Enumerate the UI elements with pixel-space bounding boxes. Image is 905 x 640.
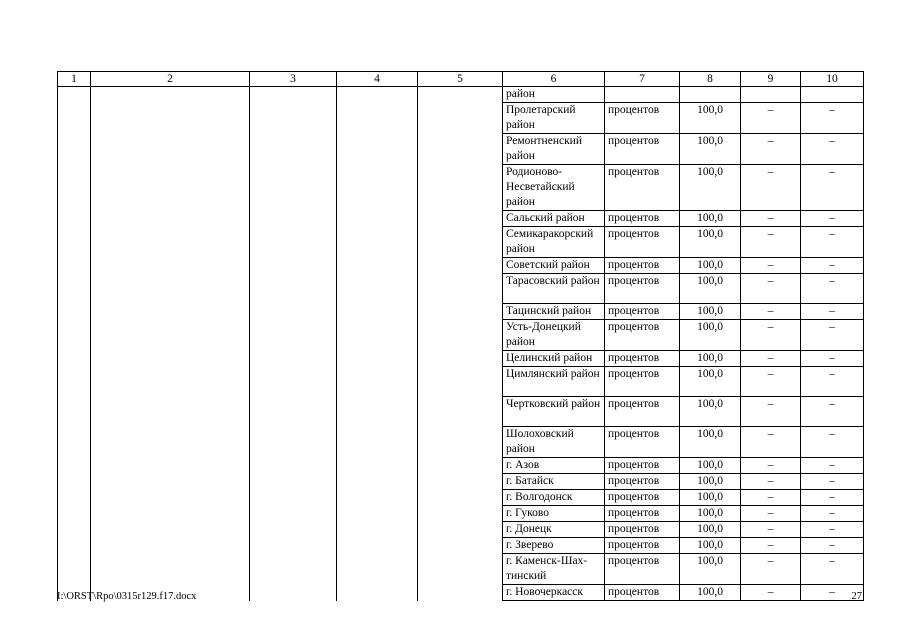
unit-cell: процентов bbox=[605, 304, 680, 320]
value-cell: 100,0 bbox=[680, 134, 741, 165]
value-cell: 100,0 bbox=[680, 585, 741, 601]
empty-cell bbox=[58, 397, 91, 427]
dash-cell: – bbox=[741, 320, 801, 351]
empty-cell bbox=[418, 274, 503, 304]
territory-cell: Сальский район bbox=[503, 211, 605, 227]
empty-cell bbox=[418, 427, 503, 458]
dash-cell: – bbox=[741, 211, 801, 227]
dash-cell: – bbox=[741, 585, 801, 601]
empty-cell bbox=[418, 367, 503, 397]
unit-cell: процентов bbox=[605, 103, 680, 134]
empty-cell bbox=[250, 227, 337, 258]
value-cell: 100,0 bbox=[680, 211, 741, 227]
empty-cell bbox=[91, 506, 250, 522]
column-header: 1 bbox=[58, 72, 91, 87]
table-row bbox=[58, 367, 864, 397]
value-cell: 100,0 bbox=[680, 506, 741, 522]
value-cell: 100,0 bbox=[680, 103, 741, 134]
unit-cell: процентов bbox=[605, 397, 680, 427]
column-number-row bbox=[58, 72, 864, 87]
empty-cell bbox=[250, 506, 337, 522]
dash-cell: – bbox=[801, 554, 864, 585]
table-row bbox=[58, 320, 864, 351]
empty-cell bbox=[250, 522, 337, 538]
empty-cell bbox=[250, 87, 337, 103]
dash-cell: – bbox=[801, 427, 864, 458]
territory-cell: Чертковский район bbox=[503, 397, 605, 427]
empty-cell bbox=[91, 258, 250, 274]
empty-cell bbox=[418, 134, 503, 165]
empty-cell bbox=[250, 397, 337, 427]
empty-cell bbox=[58, 211, 91, 227]
dash-cell: – bbox=[801, 320, 864, 351]
empty-cell bbox=[250, 165, 337, 211]
dash-cell: – bbox=[801, 585, 864, 601]
empty-cell bbox=[418, 304, 503, 320]
empty-cell bbox=[418, 351, 503, 367]
dash-cell: – bbox=[741, 134, 801, 165]
empty-cell bbox=[250, 554, 337, 585]
value-cell: 100,0 bbox=[680, 304, 741, 320]
unit-cell: процентов bbox=[605, 211, 680, 227]
value-cell: 100,0 bbox=[680, 458, 741, 474]
table-row bbox=[58, 274, 864, 304]
empty-cell bbox=[58, 458, 91, 474]
dash-cell: – bbox=[741, 554, 801, 585]
empty-cell bbox=[91, 397, 250, 427]
value-cell: 100,0 bbox=[680, 165, 741, 211]
table-row bbox=[58, 538, 864, 554]
empty-cell bbox=[91, 554, 250, 585]
empty-cell bbox=[418, 87, 503, 103]
territory-cell: Тацинский район bbox=[503, 304, 605, 320]
value-cell: 100,0 bbox=[680, 538, 741, 554]
empty-cell bbox=[250, 427, 337, 458]
empty-cell bbox=[418, 211, 503, 227]
empty-cell bbox=[91, 211, 250, 227]
dash-cell: – bbox=[741, 522, 801, 538]
empty-cell bbox=[58, 320, 91, 351]
dash-cell: – bbox=[801, 538, 864, 554]
empty-cell bbox=[250, 211, 337, 227]
empty-cell bbox=[91, 427, 250, 458]
dash-cell: – bbox=[801, 165, 864, 211]
empty-cell bbox=[91, 134, 250, 165]
footer-page-number: 27 bbox=[851, 591, 862, 602]
empty-cell bbox=[91, 474, 250, 490]
unit-cell: процентов bbox=[605, 227, 680, 258]
empty-cell bbox=[250, 103, 337, 134]
empty-cell bbox=[418, 227, 503, 258]
table-row bbox=[58, 458, 864, 474]
table-row bbox=[58, 211, 864, 227]
empty-cell bbox=[91, 538, 250, 554]
table-row bbox=[58, 522, 864, 538]
territory-cell: г. Зверево bbox=[503, 538, 605, 554]
table-row bbox=[58, 134, 864, 165]
dash-cell bbox=[801, 87, 864, 103]
empty-cell bbox=[91, 320, 250, 351]
empty-cell bbox=[337, 427, 418, 458]
dash-cell: – bbox=[801, 258, 864, 274]
empty-cell bbox=[91, 103, 250, 134]
empty-cell bbox=[250, 134, 337, 165]
dash-cell: – bbox=[801, 367, 864, 397]
dash-cell: – bbox=[741, 397, 801, 427]
column-header: 4 bbox=[337, 72, 418, 87]
dash-cell: – bbox=[801, 351, 864, 367]
dash-cell: – bbox=[741, 165, 801, 211]
empty-cell bbox=[58, 522, 91, 538]
empty-cell bbox=[337, 258, 418, 274]
empty-cell bbox=[58, 427, 91, 458]
column-header: 10 bbox=[801, 72, 864, 87]
value-cell: 100,0 bbox=[680, 227, 741, 258]
empty-cell bbox=[58, 165, 91, 211]
territory-cell: Пролетарский район bbox=[503, 103, 605, 134]
unit-cell: процентов bbox=[605, 474, 680, 490]
empty-cell bbox=[250, 274, 337, 304]
dash-cell: – bbox=[741, 304, 801, 320]
unit-cell: процентов bbox=[605, 274, 680, 304]
empty-cell bbox=[418, 320, 503, 351]
empty-cell bbox=[337, 397, 418, 427]
dash-cell: – bbox=[801, 304, 864, 320]
empty-cell bbox=[418, 585, 503, 601]
empty-cell bbox=[250, 538, 337, 554]
dash-cell: – bbox=[741, 227, 801, 258]
table-row bbox=[58, 397, 864, 427]
empty-cell bbox=[58, 258, 91, 274]
empty-cell bbox=[337, 351, 418, 367]
unit-cell: процентов bbox=[605, 538, 680, 554]
empty-cell bbox=[337, 474, 418, 490]
empty-cell bbox=[250, 351, 337, 367]
empty-cell bbox=[337, 134, 418, 165]
territory-cell: Тарасовский район bbox=[503, 274, 605, 304]
value-cell: 100,0 bbox=[680, 474, 741, 490]
empty-cell bbox=[58, 134, 91, 165]
empty-cell bbox=[91, 351, 250, 367]
empty-cell bbox=[58, 474, 91, 490]
value-cell: 100,0 bbox=[680, 367, 741, 397]
empty-cell bbox=[58, 506, 91, 522]
territory-cell: Цимлянский район bbox=[503, 367, 605, 397]
empty-cell bbox=[418, 474, 503, 490]
empty-cell bbox=[337, 506, 418, 522]
table-body bbox=[58, 87, 864, 601]
empty-cell bbox=[337, 367, 418, 397]
value-cell: 100,0 bbox=[680, 490, 741, 506]
empty-cell bbox=[418, 397, 503, 427]
territory-cell: г. Гуково bbox=[503, 506, 605, 522]
territory-cell: Семикаракорский район bbox=[503, 227, 605, 258]
empty-cell bbox=[337, 304, 418, 320]
empty-cell bbox=[337, 538, 418, 554]
dash-cell: – bbox=[801, 458, 864, 474]
dash-cell: – bbox=[741, 458, 801, 474]
territory-cell: Родионово-Несветайский район bbox=[503, 165, 605, 211]
territory-cell: Усть-Донецкий район bbox=[503, 320, 605, 351]
empty-cell bbox=[418, 522, 503, 538]
table-row bbox=[58, 351, 864, 367]
dash-cell: – bbox=[741, 474, 801, 490]
column-header: 9 bbox=[741, 72, 801, 87]
empty-cell bbox=[337, 87, 418, 103]
empty-cell bbox=[418, 165, 503, 211]
table-row bbox=[58, 506, 864, 522]
value-cell: 100,0 bbox=[680, 522, 741, 538]
empty-cell bbox=[418, 554, 503, 585]
unit-cell: процентов bbox=[605, 258, 680, 274]
empty-cell bbox=[250, 304, 337, 320]
empty-cell bbox=[91, 367, 250, 397]
dash-cell: – bbox=[741, 351, 801, 367]
value-cell: 100,0 bbox=[680, 554, 741, 585]
value-cell bbox=[680, 87, 741, 103]
empty-cell bbox=[337, 320, 418, 351]
empty-cell bbox=[337, 103, 418, 134]
empty-cell bbox=[91, 227, 250, 258]
territory-cell: г. Батайск bbox=[503, 474, 605, 490]
empty-cell bbox=[337, 458, 418, 474]
empty-cell bbox=[337, 554, 418, 585]
unit-cell: процентов bbox=[605, 554, 680, 585]
dash-cell: – bbox=[801, 506, 864, 522]
empty-cell bbox=[91, 490, 250, 506]
empty-cell bbox=[337, 227, 418, 258]
table-row bbox=[58, 474, 864, 490]
unit-cell bbox=[605, 87, 680, 103]
column-header: 6 bbox=[503, 72, 605, 87]
empty-cell bbox=[337, 585, 418, 601]
unit-cell: процентов bbox=[605, 165, 680, 211]
empty-cell bbox=[250, 585, 337, 601]
footer-file-path: I:\ORST\Rpo\0315r129.f17.docx bbox=[57, 591, 197, 602]
empty-cell bbox=[250, 320, 337, 351]
empty-cell bbox=[58, 274, 91, 304]
empty-cell bbox=[91, 304, 250, 320]
empty-cell bbox=[91, 165, 250, 211]
empty-cell bbox=[418, 458, 503, 474]
unit-cell: процентов bbox=[605, 320, 680, 351]
empty-cell bbox=[418, 506, 503, 522]
dash-cell: – bbox=[801, 474, 864, 490]
unit-cell: процентов bbox=[605, 427, 680, 458]
empty-cell bbox=[337, 522, 418, 538]
dash-cell: – bbox=[741, 103, 801, 134]
empty-cell bbox=[91, 274, 250, 304]
territory-cell: г. Донецк bbox=[503, 522, 605, 538]
empty-cell bbox=[418, 490, 503, 506]
dash-cell: – bbox=[741, 258, 801, 274]
unit-cell: процентов bbox=[605, 522, 680, 538]
table-row bbox=[58, 258, 864, 274]
territory-cell: Целинский район bbox=[503, 351, 605, 367]
table-row bbox=[58, 87, 864, 103]
dash-cell: – bbox=[801, 490, 864, 506]
empty-cell bbox=[91, 458, 250, 474]
value-cell: 100,0 bbox=[680, 351, 741, 367]
empty-cell bbox=[58, 554, 91, 585]
empty-cell bbox=[250, 474, 337, 490]
table-row bbox=[58, 304, 864, 320]
unit-cell: процентов bbox=[605, 490, 680, 506]
column-header: 7 bbox=[605, 72, 680, 87]
empty-cell bbox=[418, 103, 503, 134]
column-header: 2 bbox=[91, 72, 250, 87]
empty-cell bbox=[58, 227, 91, 258]
table-row bbox=[58, 427, 864, 458]
dash-cell: – bbox=[741, 274, 801, 304]
column-header: 8 bbox=[680, 72, 741, 87]
territory-cell: г. Волгодонск bbox=[503, 490, 605, 506]
territory-cell: г. Азов bbox=[503, 458, 605, 474]
empty-cell bbox=[250, 367, 337, 397]
dash-cell: – bbox=[741, 427, 801, 458]
value-cell: 100,0 bbox=[680, 274, 741, 304]
empty-cell bbox=[418, 258, 503, 274]
value-cell: 100,0 bbox=[680, 397, 741, 427]
empty-cell bbox=[58, 538, 91, 554]
dash-cell: – bbox=[741, 490, 801, 506]
table-row bbox=[58, 227, 864, 258]
dash-cell bbox=[741, 87, 801, 103]
dash-cell: – bbox=[801, 103, 864, 134]
dash-cell: – bbox=[741, 538, 801, 554]
empty-cell bbox=[91, 87, 250, 103]
table-row bbox=[58, 490, 864, 506]
dash-cell: – bbox=[801, 227, 864, 258]
data-table bbox=[57, 71, 864, 601]
unit-cell: процентов bbox=[605, 585, 680, 601]
empty-cell bbox=[58, 490, 91, 506]
table-row bbox=[58, 554, 864, 585]
dash-cell: – bbox=[801, 397, 864, 427]
unit-cell: процентов bbox=[605, 351, 680, 367]
empty-cell bbox=[418, 538, 503, 554]
dash-cell: – bbox=[801, 522, 864, 538]
table-row bbox=[58, 103, 864, 134]
value-cell: 100,0 bbox=[680, 258, 741, 274]
dash-cell: – bbox=[741, 367, 801, 397]
territory-cell: Советский район bbox=[503, 258, 605, 274]
empty-cell bbox=[250, 490, 337, 506]
dash-cell: – bbox=[741, 506, 801, 522]
dash-cell: – bbox=[801, 134, 864, 165]
dash-cell: – bbox=[801, 274, 864, 304]
empty-cell bbox=[91, 522, 250, 538]
empty-cell bbox=[58, 351, 91, 367]
unit-cell: процентов bbox=[605, 134, 680, 165]
empty-cell bbox=[58, 367, 91, 397]
territory-cell: г. Новочеркасск bbox=[503, 585, 605, 601]
unit-cell: процентов bbox=[605, 506, 680, 522]
empty-cell bbox=[250, 458, 337, 474]
value-cell: 100,0 bbox=[680, 427, 741, 458]
empty-cell bbox=[337, 274, 418, 304]
empty-cell bbox=[58, 304, 91, 320]
table-row bbox=[58, 165, 864, 211]
empty-cell bbox=[58, 103, 91, 134]
territory-cell: г. Каменск-Шах-тинский bbox=[503, 554, 605, 585]
unit-cell: процентов bbox=[605, 458, 680, 474]
empty-cell bbox=[58, 87, 91, 103]
territory-cell: район bbox=[503, 87, 605, 103]
empty-cell bbox=[337, 490, 418, 506]
empty-cell bbox=[337, 165, 418, 211]
dash-cell: – bbox=[801, 211, 864, 227]
empty-cell bbox=[337, 211, 418, 227]
territory-cell: Ремонтненский район bbox=[503, 134, 605, 165]
territory-cell: Шолоховский район bbox=[503, 427, 605, 458]
column-header: 3 bbox=[250, 72, 337, 87]
value-cell: 100,0 bbox=[680, 320, 741, 351]
unit-cell: процентов bbox=[605, 367, 680, 397]
column-header: 5 bbox=[418, 72, 503, 87]
empty-cell bbox=[250, 258, 337, 274]
